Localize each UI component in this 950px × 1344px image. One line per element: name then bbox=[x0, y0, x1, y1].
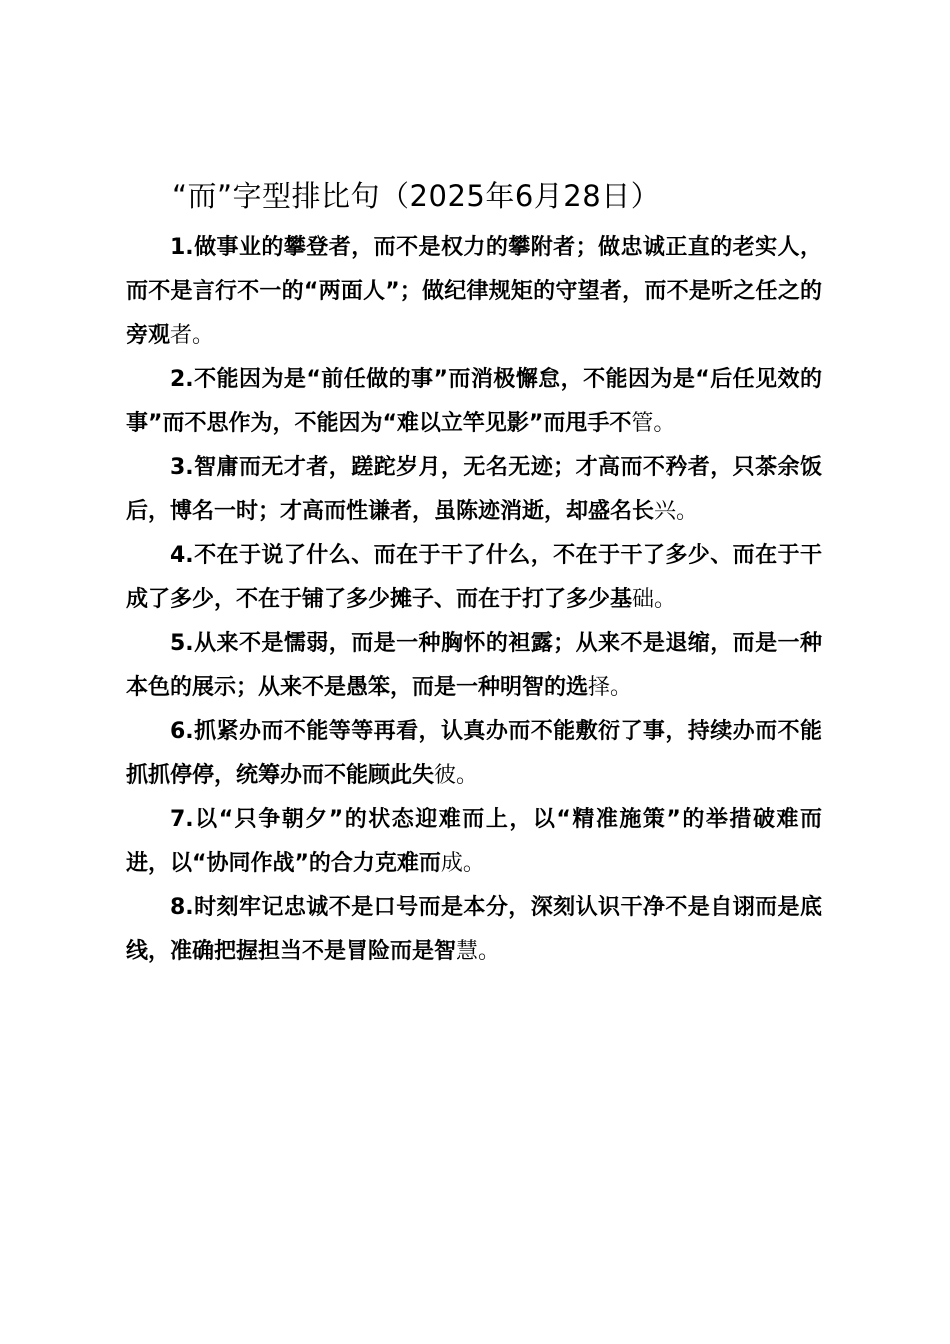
paragraph-1-bold-text: 1.做事业的攀登者，而不是权力的攀附者；做忠诚正直的老实人，而不是言行不一的“两面人”；做纪律规矩的守望者，而不是听之任之的旁观 bbox=[126, 235, 822, 348]
paragraph-3-tail-text: 兴。 bbox=[654, 499, 699, 524]
document-body bbox=[126, 226, 822, 974]
paragraph-3-bold-text: 3.智庸而无才者，蹉跎岁月，无名无迹；才高而不矜者，只茶余饭后，博名一时；才高而性谦者，虽陈迹消逝，却盛名长 bbox=[126, 455, 822, 524]
paragraph-5-tail-text: 择。 bbox=[588, 675, 633, 700]
paragraph-4 bbox=[126, 534, 822, 622]
paragraph-2-tail-text: 管。 bbox=[631, 411, 676, 436]
paragraph-1-tail-text: 者。 bbox=[170, 323, 215, 348]
paragraph-3 bbox=[126, 446, 822, 534]
paragraph-2 bbox=[126, 358, 822, 446]
paragraph-2-bold-text: 2.不能因为是“前任做的事”而消极懈怠，不能因为是“后任见效的事”而不思作为，不能因为“难以立竿见影”而甩手不 bbox=[126, 367, 822, 436]
paragraph-7-bold-text: 7.以“只争朝夕”的状态迎难而上，以“精准施策”的举措破难而进，以“协同作战”的合力克难而 bbox=[126, 807, 822, 876]
paragraph-8 bbox=[126, 886, 822, 974]
paragraph-6 bbox=[126, 710, 822, 798]
paragraph-6-bold-text: 6.抓紧办而不能等等再看，认真办而不能敷衍了事，持续办而不能抓抓停停，统筹办而不能顾此失 bbox=[126, 719, 822, 788]
paragraph-7 bbox=[126, 798, 822, 886]
paragraph-5-bold-text: 5.从来不是懦弱，而是一种胸怀的袒露；从来不是退缩，而是一种本色的展示；从来不是愚笨，而是一种明智的选 bbox=[126, 631, 822, 700]
paragraph-5 bbox=[126, 622, 822, 710]
paragraph-8-bold-text: 8.时刻牢记忠诚不是口号而是本分，深刻认识干净不是自诩而是底线，准确把握担当不是冒险而是智 bbox=[126, 895, 822, 964]
paragraph-8-tail-text: 慧。 bbox=[456, 939, 501, 964]
paragraph-7-tail-text: 成。 bbox=[440, 851, 485, 876]
page-title: “而”字型排比句（2025年6月28日） bbox=[172, 179, 661, 213]
paragraph-1 bbox=[126, 226, 822, 358]
paragraph-6-tail-text: 彼。 bbox=[434, 763, 479, 788]
paragraph-4-tail-text: 础。 bbox=[632, 587, 677, 612]
paragraph-4-bold-text: 4.不在于说了什么、而在于干了什么，不在于干了多少、而在于干成了多少，不在于铺了多少摊子、而在于打了多少基 bbox=[126, 543, 822, 612]
